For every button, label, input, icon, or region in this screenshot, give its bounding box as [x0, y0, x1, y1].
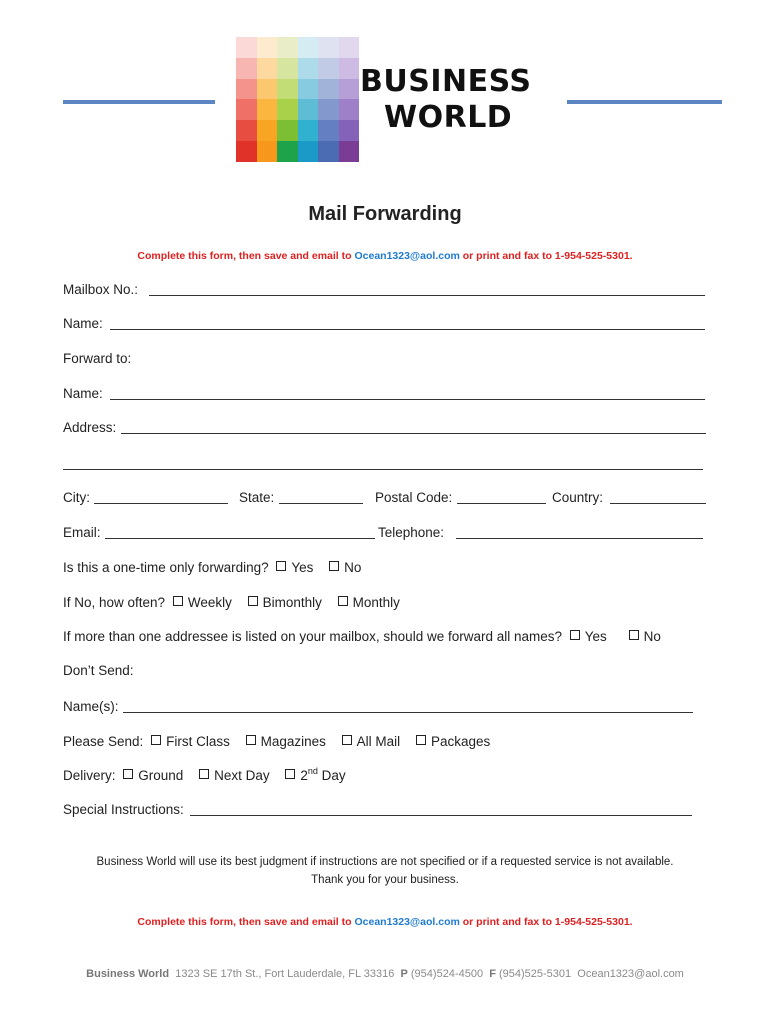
- logo-swatch: [236, 120, 257, 141]
- weekly-checkbox[interactable]: [173, 596, 183, 606]
- mailbox-no-label: Mailbox No.:: [63, 282, 139, 297]
- instruction-email-link[interactable]: Ocean1323@aol.com: [354, 250, 460, 262]
- delivery-row: [63, 767, 354, 786]
- country-row: [552, 489, 603, 507]
- ground-checkbox[interactable]: [123, 769, 133, 779]
- forward-name-label: Name:: [63, 386, 103, 401]
- logo-color-grid: [236, 37, 359, 162]
- dont-send-label: Don’t Send:: [63, 663, 134, 678]
- logo-swatch: [236, 99, 257, 120]
- state-field[interactable]: [279, 489, 363, 504]
- logo-swatch: [318, 120, 339, 141]
- logo-line-2: WORLD: [384, 100, 513, 135]
- logo-swatch: [298, 99, 319, 120]
- logo-swatch: [339, 79, 360, 100]
- logo-swatch: [298, 141, 319, 162]
- logo-swatch: [298, 58, 319, 79]
- logo-swatch: [236, 79, 257, 100]
- email-label: Email:: [63, 525, 101, 540]
- please-send-label: Please Send:: [63, 734, 144, 749]
- one-time-row: [63, 559, 369, 577]
- all-mail-checkbox[interactable]: [342, 735, 352, 745]
- telephone-field[interactable]: [456, 524, 703, 539]
- logo-swatch: [298, 37, 319, 58]
- country-field[interactable]: [610, 489, 706, 504]
- address-email[interactable]: Ocean1323@aol.com: [577, 968, 684, 980]
- instruction-text-fax-bottom: or print and fax to 1-954-525-5301.: [459, 916, 633, 928]
- logo-swatch: [339, 99, 360, 120]
- special-instructions-field[interactable]: [190, 801, 692, 816]
- logo-swatch: [257, 141, 278, 162]
- addressee-no-checkbox[interactable]: [629, 630, 639, 640]
- addressee-question: If more than one addressee is listed on your mailbox, should we forward all names?: [63, 629, 563, 644]
- instruction-bottom: [0, 916, 770, 928]
- logo-swatch: [339, 58, 360, 79]
- one-time-yes-checkbox[interactable]: [276, 561, 286, 571]
- logo-swatch: [277, 99, 298, 120]
- address-row: [63, 419, 116, 437]
- email-field[interactable]: [105, 524, 375, 539]
- city-label: City:: [63, 490, 90, 505]
- logo-swatch: [318, 79, 339, 100]
- address-fax: (954)525-5301: [498, 968, 572, 980]
- name-field[interactable]: [110, 315, 705, 330]
- delivery-label: Delivery:: [63, 768, 116, 783]
- magazines-label: Magazines: [260, 734, 326, 749]
- page-title: Mail Forwarding: [308, 203, 462, 225]
- second-day-number: 2: [300, 768, 308, 783]
- addressee-yes-checkbox[interactable]: [570, 630, 580, 640]
- logo-swatch: [277, 120, 298, 141]
- second-day-word: Day: [321, 768, 346, 783]
- addressee-row: [63, 628, 669, 646]
- instruction-top: [0, 250, 770, 262]
- logo-swatch: [298, 120, 319, 141]
- logo-swatch: [257, 120, 278, 141]
- logo-swatch: [236, 37, 257, 58]
- logo-swatch: [257, 79, 278, 100]
- logo-line-1: BUSINESS: [360, 64, 532, 99]
- logo-swatch: [277, 37, 298, 58]
- one-time-no-checkbox[interactable]: [329, 561, 339, 571]
- second-day-suffix: nd: [307, 766, 318, 776]
- logo-swatch: [318, 141, 339, 162]
- next-day-checkbox[interactable]: [199, 769, 209, 779]
- logo-swatch: [339, 120, 360, 141]
- addressee-yes-label: Yes: [584, 629, 607, 644]
- address-field-2[interactable]: [63, 455, 703, 470]
- forward-to-row: [63, 350, 131, 368]
- names-label: Name(s):: [63, 699, 119, 714]
- location-row: [63, 489, 90, 507]
- logo-swatch: [318, 37, 339, 58]
- names-field[interactable]: [123, 698, 693, 713]
- bimonthly-label: Bimonthly: [262, 595, 322, 610]
- forward-name-field[interactable]: [110, 385, 705, 400]
- address-field-1[interactable]: [121, 419, 706, 434]
- packages-checkbox[interactable]: [416, 735, 426, 745]
- city-field[interactable]: [94, 489, 228, 504]
- logo-swatch: [236, 141, 257, 162]
- postal-code-field[interactable]: [457, 489, 546, 504]
- address-street: 1323 SE 17th St., Fort Lauderdale, FL 33316: [175, 968, 395, 980]
- names-row: [63, 698, 119, 716]
- contact-row: [63, 524, 101, 542]
- forward-to-label: Forward to:: [63, 351, 132, 366]
- address-fax-label: F: [489, 968, 496, 980]
- logo-swatch: [257, 99, 278, 120]
- weekly-label: Weekly: [187, 595, 232, 610]
- logo-swatch: [257, 37, 278, 58]
- disclaimer-text: [0, 853, 770, 889]
- frequency-question: If No, how often?: [63, 595, 166, 610]
- special-row: [63, 801, 184, 819]
- logo-swatch: [339, 37, 360, 58]
- header-rule-left: [63, 100, 215, 104]
- second-day-label: [300, 767, 345, 786]
- instruction-email-link-bottom[interactable]: Ocean1323@aol.com: [354, 916, 460, 928]
- address-bar: [0, 968, 770, 980]
- first-class-checkbox[interactable]: [151, 735, 161, 745]
- company-logo: [360, 64, 531, 136]
- dont-send-row: [63, 662, 134, 680]
- logo-swatch: [277, 79, 298, 100]
- addressee-no-label: No: [643, 629, 661, 644]
- logo-swatch: [339, 141, 360, 162]
- special-instructions-label: Special Instructions:: [63, 802, 184, 817]
- address-company: Business World: [86, 968, 170, 980]
- frequency-row: [63, 594, 408, 612]
- mailbox-no-field[interactable]: [149, 281, 705, 296]
- logo-swatch: [277, 141, 298, 162]
- monthly-checkbox[interactable]: [338, 596, 348, 606]
- instruction-text: Complete this form, then save and email to: [137, 250, 355, 262]
- address-phone: (954)524-4500: [410, 968, 484, 980]
- first-class-label: First Class: [166, 734, 230, 749]
- one-time-yes-label: Yes: [291, 560, 314, 575]
- one-time-no-label: No: [344, 560, 362, 575]
- address-label: Address:: [63, 420, 117, 435]
- state-label: State:: [239, 490, 275, 505]
- disclaimer-line-1: Business World will use its best judgment if instructions are not specified or if a requested service is not available.: [96, 856, 674, 868]
- name-label: Name:: [63, 316, 103, 331]
- postal-code-label: Postal Code:: [375, 490, 453, 505]
- country-label: Country:: [552, 490, 604, 505]
- logo-swatch: [318, 58, 339, 79]
- address-phone-label: P: [400, 968, 408, 980]
- telephone-row: [378, 524, 444, 542]
- monthly-label: Monthly: [352, 595, 400, 610]
- instruction-text-bottom: Complete this form, then save and email to: [137, 916, 355, 928]
- one-time-question: Is this a one-time only forwarding?: [63, 560, 269, 575]
- name-row: [63, 315, 103, 333]
- header-rule-right: [567, 100, 722, 104]
- telephone-label: Telephone:: [378, 525, 445, 540]
- logo-swatch: [257, 58, 278, 79]
- ground-label: Ground: [138, 768, 184, 783]
- disclaimer-line-2: Thank you for your business.: [311, 874, 459, 886]
- bimonthly-checkbox[interactable]: [248, 596, 258, 606]
- packages-label: Packages: [430, 734, 491, 749]
- second-day-checkbox[interactable]: [285, 769, 295, 779]
- magazines-checkbox[interactable]: [246, 735, 256, 745]
- logo-swatch: [236, 58, 257, 79]
- postal-row: [375, 489, 452, 507]
- logo-swatch: [298, 79, 319, 100]
- all-mail-label: All Mail: [356, 734, 401, 749]
- logo-swatch: [277, 58, 298, 79]
- mailbox-row: [63, 281, 138, 299]
- logo-swatch: [318, 99, 339, 120]
- instruction-text-fax: or print and fax to 1-954-525-5301.: [459, 250, 633, 262]
- next-day-label: Next Day: [214, 768, 270, 783]
- state-row: [239, 489, 274, 507]
- forward-name-row: [63, 385, 103, 403]
- please-send-row: [63, 733, 498, 751]
